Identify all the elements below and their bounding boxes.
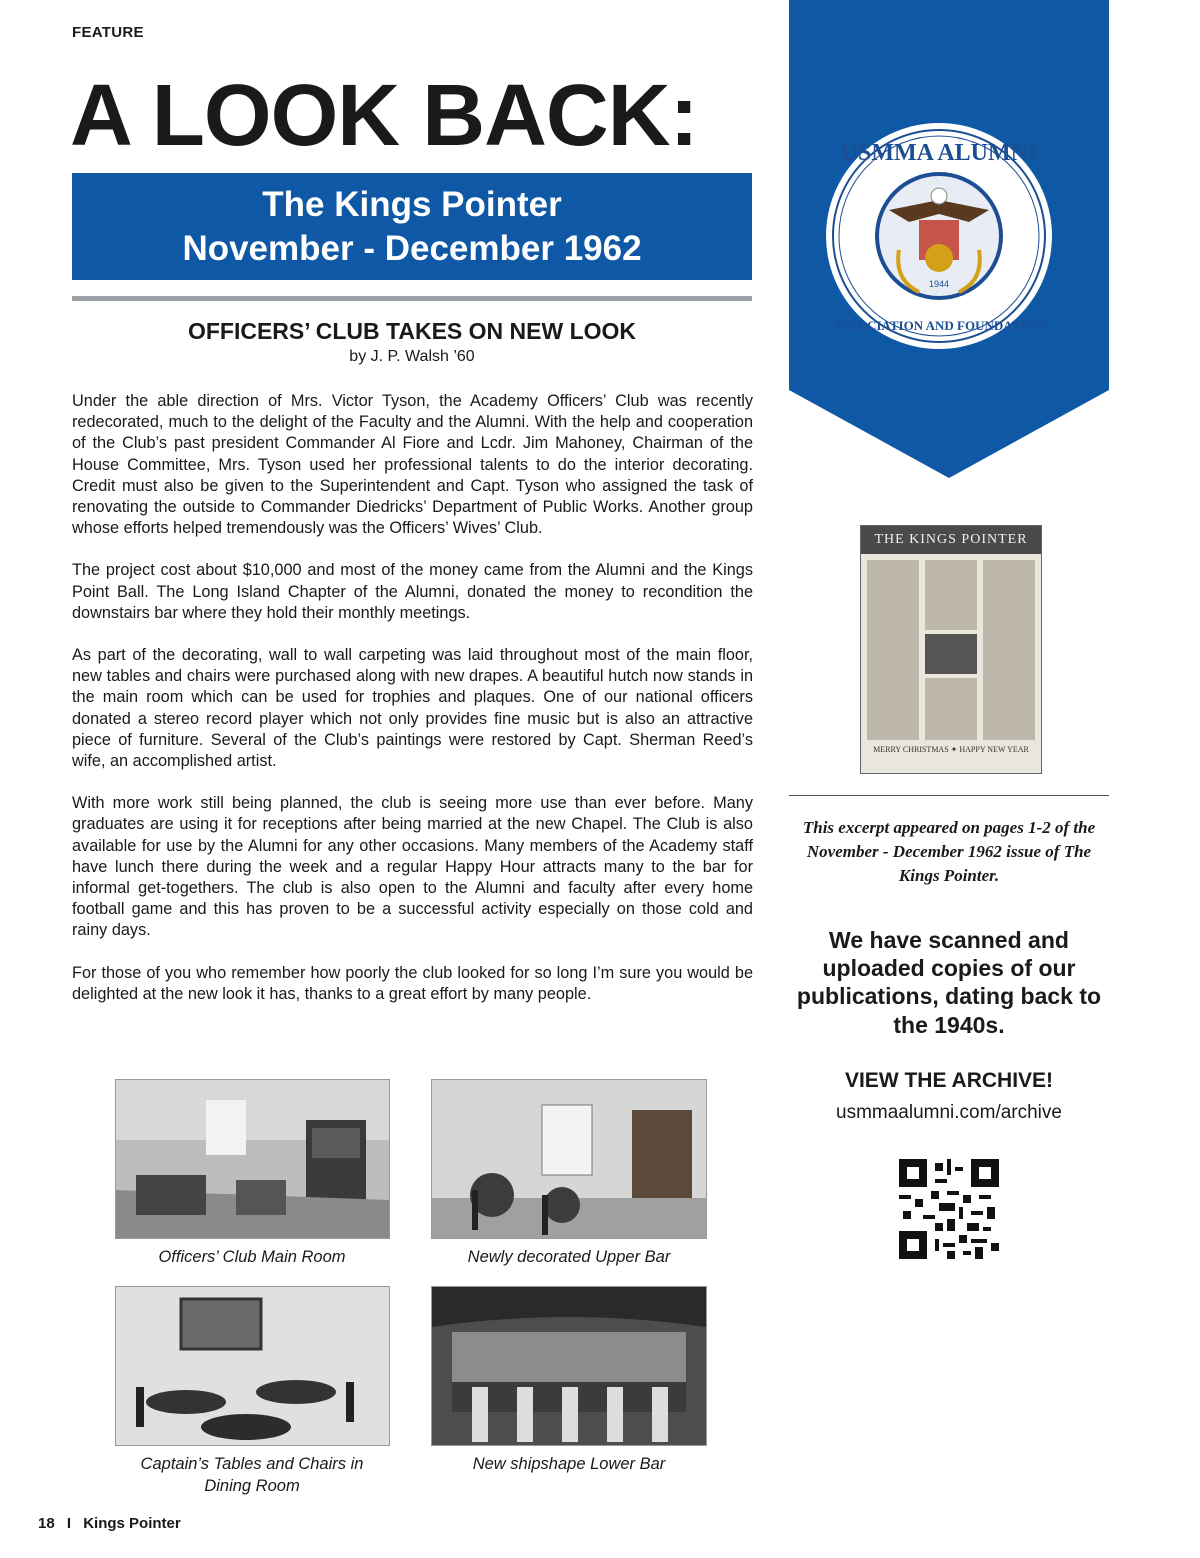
section-kicker: FEATURE xyxy=(72,24,144,41)
seal-year: 1944 xyxy=(928,279,950,289)
article-paragraph: As part of the decorating, wall to wall carpeting was laid throughout most of the main floor, new tables and chairs were purchased along with new drapes. A beautiful hutch now stands in the main room which can be used for trophies and plaques. One of our national officers donated a stereo record player which not only provides fine music but is also an attractive piece of furniture. Several of the Club’s paintings were restored by Capt. Sherman Reed’s wife, an accomplished artist. xyxy=(72,646,753,771)
clipping-footer: MERRY CHRISTMAS ✦ HAPPY NEW YEAR xyxy=(873,745,1029,754)
article-paragraph: Under the able direction of Mrs. Victor Tyson, the Academy Officers’ Club was recently redecorated, much to the delight of the Faculty and the Alumni. With the help and cooperation of the Club’s past president Commander Al Fiore and Lcdr. Jim Mahoney, Chairman of the House Committee, Mrs. Tyson used her professional talents to do the interior decorating. Credit must also be given to the Superintendent and Capt. Tyson who assigned the task of renovating the outside to Commander Diedricks’ Department of Public Works. Another group whose efforts helped tremendously was the Officers’ Wives’ Club. xyxy=(72,392,753,538)
photo-main-room xyxy=(115,1079,390,1239)
page-footer xyxy=(38,1515,181,1532)
publication-name: Kings Pointer xyxy=(83,1515,181,1532)
issue-title-box xyxy=(72,173,752,280)
footer-separator: I xyxy=(66,1515,72,1532)
photo-upper-bar xyxy=(431,1079,707,1239)
seal-bottom-text: ASSOCIATION AND FOUNDATION xyxy=(833,318,1045,333)
article-paragraph: For those of you who remember how poorly the club looked for so long I’m sure you would be delighted at the new look it has, thanks to a great effort by many people. xyxy=(72,963,753,1003)
photo-lower-bar xyxy=(431,1286,707,1446)
article-byline: by J. P. Walsh ’60 xyxy=(349,348,475,365)
newspaper-clipping xyxy=(860,525,1042,774)
photo-dining-room xyxy=(115,1286,390,1446)
article-paragraph: With more work still being planned, the club is seeing more use than ever before. Many graduates are using it for receptions after being married at the new Chapel. The Club is also available for use by the Alumni for any other occasions. Many members of the Academy staff have lunch there during the week and a regular Happy Hour attracts many to the bar for informal get-togethers. The club is also open to the Alumni and faculty after every home football game and this has proven to be a successful activity especially on those cold and rainy days. xyxy=(72,794,753,940)
photo-caption: Newly decorated Upper Bar xyxy=(467,1248,671,1266)
alumni-banner xyxy=(789,0,1109,480)
photo-caption: Officers’ Club Main Room xyxy=(158,1248,346,1266)
qr-code[interactable] xyxy=(899,1159,999,1259)
issue-title-line2: November - December 1962 xyxy=(182,228,642,268)
photo-caption: Captain’s Tables and Chairs in Dining Room xyxy=(140,1455,364,1495)
archive-cta[interactable]: VIEW THE ARCHIVE! xyxy=(844,1069,1054,1092)
page-number: 18 xyxy=(38,1515,55,1532)
clipping-masthead: THE KINGS POINTER xyxy=(861,526,1041,554)
seal-top-text: USMMA ALUMNI xyxy=(840,140,1038,166)
article-paragraph: The project cost about $10,000 and most of the money came from the Alumni and the Kings Point Ball. The Long Island Chapter of the Alumni, donated the money to recondition the downstairs bar where they hold their monthly meetings. xyxy=(72,561,753,622)
divider xyxy=(72,296,752,301)
clipping-columns xyxy=(861,554,1041,754)
page-headline: A LOOK BACK: xyxy=(70,67,698,164)
article-body xyxy=(72,391,753,1026)
issue-title-line1: The Kings Pointer xyxy=(262,184,562,224)
sidebar-divider xyxy=(789,795,1109,796)
article-title: OFFICERS’ CLUB TAKES ON NEW LOOK xyxy=(187,318,637,344)
excerpt-note: This excerpt appeared on pages 1-2 of the November - December 1962 issue of The Kings Pointer. xyxy=(802,818,1096,885)
photo-caption: New shipshape Lower Bar xyxy=(472,1455,666,1473)
archive-promo: We have scanned and uploaded copies of our publications, dating back to the 1940s. xyxy=(796,927,1102,1038)
archive-link[interactable]: usmmaalumni.com/archive xyxy=(836,1102,1062,1123)
